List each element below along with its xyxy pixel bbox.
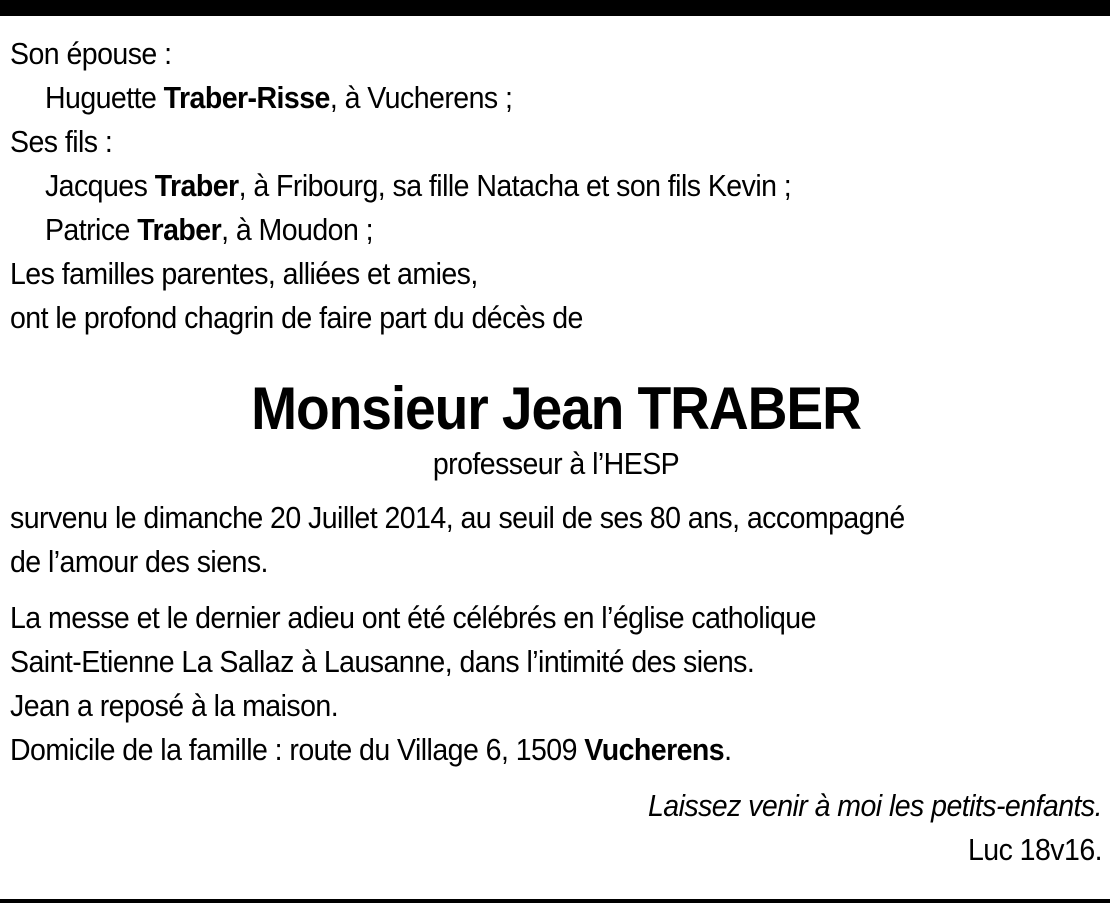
deceased-title: professeur à l’HESP [432, 446, 680, 481]
spouse-line [10, 76, 1015, 120]
domicile-place: Vucherens [584, 732, 725, 767]
spouse-location: , à Vucherens ; [329, 80, 513, 115]
death-line-1: survenu le dimanche 20 Juillet 2014, au seuil de ses 80 ans, accompagné [10, 500, 905, 535]
obituary-notice [10, 32, 1102, 872]
domicile-end: . [724, 732, 732, 767]
deceased-name: Monsieur Jean TRABER [251, 375, 861, 442]
sons-heading: Ses fils : [10, 124, 113, 159]
announce-line: ont le profond chagrin de faire part du décès de [10, 300, 583, 335]
spouse-surname: Traber-Risse [163, 80, 330, 115]
bottom-rule [0, 899, 1110, 903]
domicile-text: Domicile de la famille : route du Village 6, 1509 [10, 732, 585, 767]
son-details: , à Moudon ; [221, 212, 374, 247]
spouse-heading: Son épouse : [10, 36, 172, 71]
paragraph-gap [10, 584, 1102, 596]
top-rule [0, 0, 1110, 16]
son-surname: Traber [154, 168, 239, 203]
domicile-line [10, 728, 1015, 772]
bible-reference: Luc 18v16. [967, 832, 1102, 867]
families-line: Les familles parentes, alliées et amies, [10, 256, 478, 291]
death-line-2: de l’amour des siens. [10, 544, 268, 579]
son-details: , à Fribourg, sa fille Natacha et son fils Kevin ; [238, 168, 792, 203]
son-first-name: Jacques [44, 168, 155, 203]
paragraph-gap [10, 772, 1102, 784]
service-line-1: La messe et le dernier adieu ont été célébrés en l’église catholique [10, 600, 816, 635]
service-line-2: Saint-Etienne La Sallaz à Lausanne, dans l’intimité des siens. [10, 644, 755, 679]
son-line-1 [10, 164, 1015, 208]
bible-quote: Laissez venir à moi les petits-enfants. [647, 788, 1102, 823]
spouse-first-name: Huguette [44, 80, 164, 115]
son-line-2 [10, 208, 1015, 252]
rest-line: Jean a reposé à la maison. [10, 688, 339, 723]
son-first-name: Patrice [44, 212, 138, 247]
son-surname: Traber [137, 212, 222, 247]
